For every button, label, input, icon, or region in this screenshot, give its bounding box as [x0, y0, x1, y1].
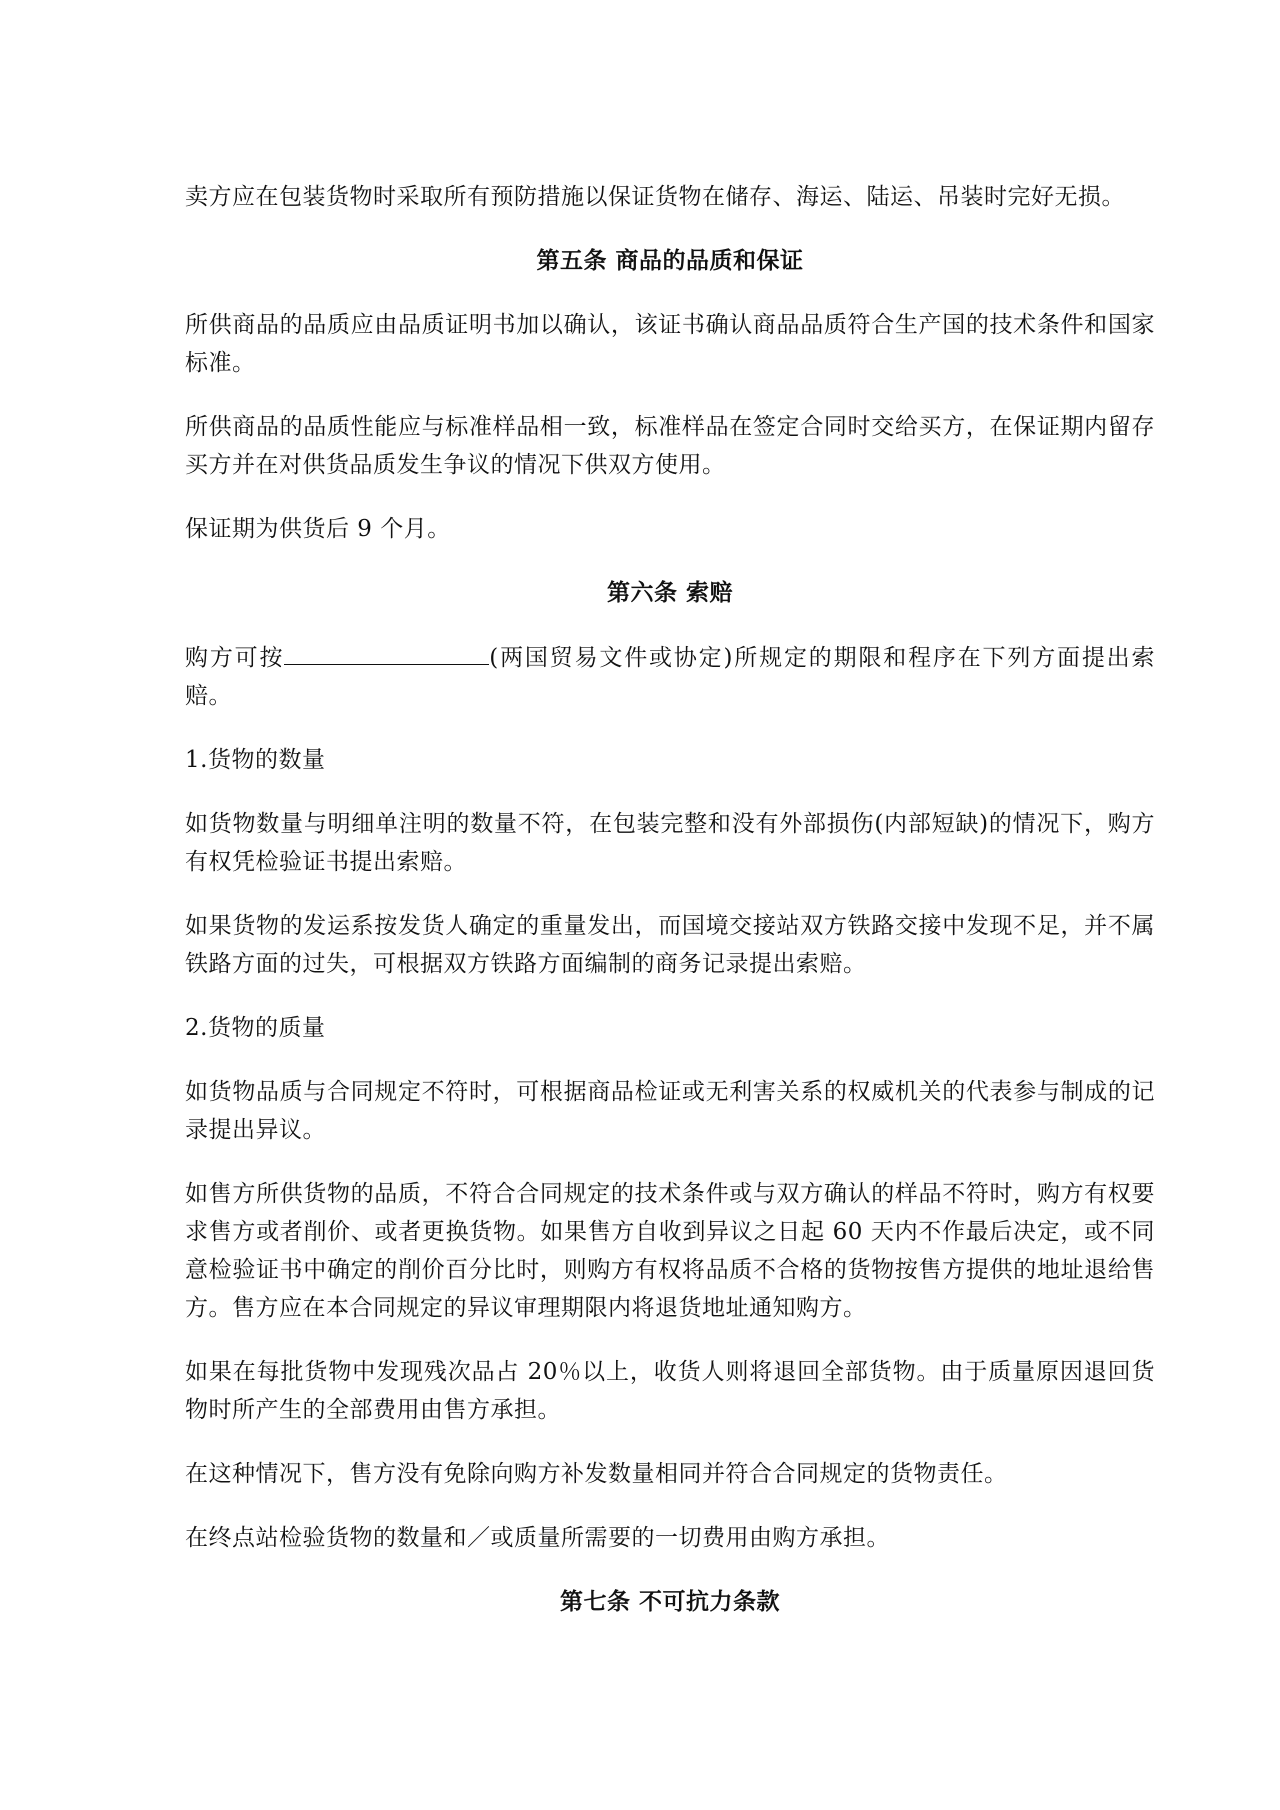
quantity-subheading: 1.货物的数量 — [185, 747, 326, 773]
claim-basis-text-end: (两国贸易文件或协定)所规定的期限和程序在下列方面提出索赔。 — [185, 645, 1155, 709]
weight-shortage-paragraph: 如果货物的发运系按发货人确定的重量发出，而国境交接站双方铁路交接中发现不足，并不属铁路方面的过失，可根据双方铁路方面编制的商务记录提出索赔。 — [185, 913, 1155, 977]
packaging-paragraph: 卖方应在包装货物时采取所有预防措施以保证货物在储存、海运、陆运、吊装时完好无损。 — [185, 184, 1125, 210]
article-6-heading: 第六条 索赔 — [606, 580, 733, 606]
article-5-heading: 第五条 商品的品质和保证 — [536, 248, 804, 274]
quantity-mismatch-paragraph: 如货物数量与明细单注明的数量不符，在包装完整和没有外部损伤(内部短缺)的情况下，购方有权凭检验证书提出索赔。 — [185, 811, 1155, 875]
return-goods-paragraph: 如售方所供货物的品质，不符合合同规定的技术条件或与双方确认的样品不符时，购方有权要求售方或者削价、或者更换货物。如果售方自收到异议之日起 60 天内不作最后决定，或不同意检验证书中确定的削价百分比时，则购方有权将品质不合格的货物按售方提供的地址退给售方。售方应在本合同规定的异议审理期限内将退货地址通知购方。 — [185, 1181, 1155, 1321]
quality-certificate-paragraph: 所供商品的品质应由品质证明书加以确认，该证书确认商品品质符合生产国的技术条件和国家标准。 — [185, 312, 1155, 376]
fill-in-blank[interactable] — [284, 638, 489, 665]
quality-objection-paragraph: 如货物品质与合同规定不符时，可根据商品检证或无利害关系的权威机关的代表参与制成的记录提出异议。 — [185, 1079, 1155, 1143]
claim-basis-paragraph — [185, 638, 1155, 715]
defect-rate-paragraph: 如果在每批货物中发现残次品占 20％以上，收货人则将退回全部货物。由于质量原因退回货物时所产生的全部费用由售方承担。 — [185, 1359, 1155, 1423]
document-page — [185, 178, 1155, 1647]
inspection-cost-paragraph: 在终点站检验货物的数量和／或质量所需要的一切费用由购方承担。 — [185, 1525, 890, 1551]
replacement-liability-paragraph: 在这种情况下，售方没有免除向购方补发数量相同并符合合同规定的货物责任。 — [185, 1461, 1008, 1487]
quality-subheading: 2.货物的质量 — [185, 1015, 326, 1041]
claim-basis-text-start: 购方可按 — [185, 645, 285, 671]
standard-sample-paragraph: 所供商品的品质性能应与标准样品相一致，标准样品在签定合同时交给买方，在保证期内留存买方并在对供货品质发生争议的情况下供双方使用。 — [185, 414, 1155, 478]
article-7-heading: 第七条 不可抗力条款 — [559, 1589, 780, 1615]
warranty-period-paragraph: 保证期为供货后 9 个月。 — [185, 516, 451, 542]
